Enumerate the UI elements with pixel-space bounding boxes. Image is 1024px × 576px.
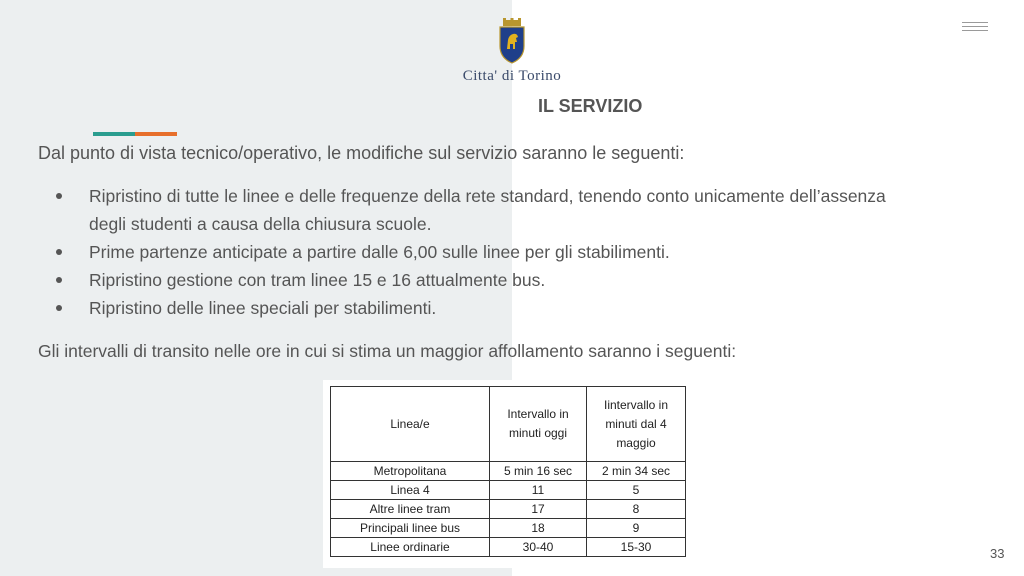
- interval-table-image: [323, 380, 687, 568]
- bullet-text: Ripristino delle linee speciali per stabilimenti.: [89, 298, 437, 318]
- intro-text: Dal punto di vista tecnico/operativo, le modifiche sul servizio saranno le seguenti:: [38, 143, 685, 163]
- torino-coat-of-arms-icon: [497, 18, 527, 64]
- table-header-cell: Iintervallo in minuti dal 4 maggio: [587, 387, 686, 462]
- list-item: [56, 182, 916, 238]
- table-intro-text: Gli intervalli di transito nelle ore in cui si stima un maggior affollamento saranno i seguenti:: [38, 341, 737, 361]
- table-cell: Linea 4: [331, 481, 490, 500]
- table-row: [331, 500, 686, 519]
- page-number: 33: [990, 546, 1005, 561]
- table-cell: 5: [587, 481, 686, 500]
- table-cell: Altre linee tram: [331, 500, 490, 519]
- table-cell: Linee ordinarie: [331, 538, 490, 557]
- city-name-label: Citta' di Torino: [462, 68, 562, 84]
- accent-divider: [93, 132, 177, 136]
- bullet-dot-icon: [56, 193, 62, 199]
- table-cell: 8: [587, 500, 686, 519]
- table-header-cell: Linea/e: [331, 387, 490, 462]
- table-cell: 15-30: [587, 538, 686, 557]
- interval-table: [330, 386, 686, 557]
- table-header-cell: Intervallo in minuti oggi: [490, 387, 587, 462]
- table-cell: Metropolitana: [331, 462, 490, 481]
- city-logo: [452, 18, 572, 84]
- table-row: [331, 462, 686, 481]
- table-row: [331, 538, 686, 557]
- list-item: [56, 294, 916, 322]
- bullet-text: Ripristino di tutte le linee e delle frequenze della rete standard, tenendo conto unicamente dell’assenza degli studenti a causa della chiusura scuole.: [89, 186, 886, 234]
- table-cell: Principali linee bus: [331, 519, 490, 538]
- bullet-dot-icon: [56, 305, 62, 311]
- hamburger-menu-icon[interactable]: [962, 22, 988, 34]
- bullet-dot-icon: [56, 249, 62, 255]
- table-cell: 18: [490, 519, 587, 538]
- table-cell: 9: [587, 519, 686, 538]
- bullet-text: Ripristino gestione con tram linee 15 e 16 attualmente bus.: [89, 270, 546, 290]
- bullet-text: Prime partenze anticipate a partire dalle 6,00 sulle linee per gli stabilimenti.: [89, 242, 670, 262]
- bullet-list: [56, 182, 916, 322]
- table-cell: 5 min 16 sec: [490, 462, 587, 481]
- list-item: [56, 266, 916, 294]
- table-row: [331, 519, 686, 538]
- table-row: [331, 481, 686, 500]
- table-header-row: [331, 387, 686, 462]
- list-item: [56, 238, 916, 266]
- table-cell: 2 min 34 sec: [587, 462, 686, 481]
- table-cell: 17: [490, 500, 587, 519]
- section-title: IL SERVIZIO: [538, 96, 643, 116]
- bullet-dot-icon: [56, 277, 62, 283]
- table-cell: 30-40: [490, 538, 587, 557]
- table-cell: 11: [490, 481, 587, 500]
